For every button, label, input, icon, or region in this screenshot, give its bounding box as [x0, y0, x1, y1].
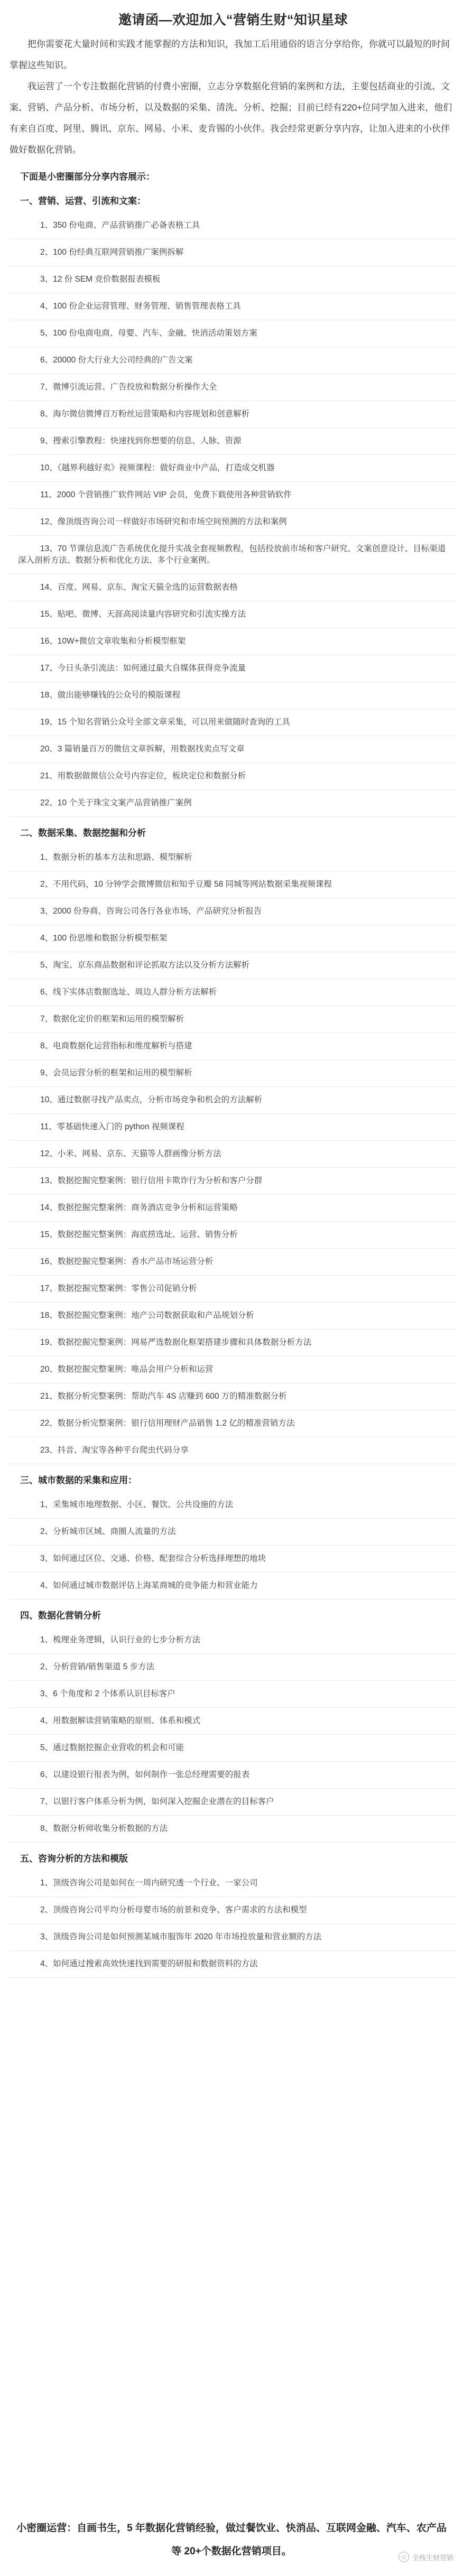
list-item: 19、15 个知名营销公众号全部文章采集，可以用来做随时查询的工具	[10, 709, 457, 736]
list-item: 2、分析城市区域、商圈人流量的方法	[10, 1519, 457, 1546]
list-item: 22、数据分析完整案例：银行信用理财产品销售 1.2 亿的精准营销方法	[10, 1410, 457, 1437]
document-title: 邀请函—欢迎加入“营销生财“知识星球	[118, 13, 348, 27]
list-item: 11、零基础快速入门的 python 视频课程	[10, 1114, 457, 1141]
list-item: 3、顶级咨询公司是如何预测某城市服饰年 2020 年市场投放量和营业额的方法	[10, 1924, 457, 1951]
list-item: 21、数据分析完整案例：帮助汽车 4S 店赚到 600 万的精准数据分析	[10, 1383, 457, 1410]
list-item: 21、用数据做微信公众号内容定位，板块定位和数据分析	[10, 763, 457, 790]
list-item: 5、淘宝、京东商品数据和评论抓取方法以及分析方法解析	[10, 952, 457, 979]
list-item: 5、100 份电商电商、母婴、汽车、金融、快消活动策划方案	[10, 320, 457, 347]
section-list	[10, 1870, 457, 1978]
section-heading: 二、数据采集、数据挖掘和分析	[20, 828, 146, 838]
list-item: 22、10 个关于珠宝文案产品营销推广案例	[10, 790, 457, 817]
section-list	[10, 844, 457, 1464]
list-item: 7、数据化定价的框架和运用的模型解析	[10, 1006, 457, 1033]
section-heading: 四、数据化营销分析	[20, 1611, 101, 1621]
list-item: 23、抖音、淘宝等各种平台爬虫代码分享	[10, 1437, 457, 1464]
watermark	[399, 2552, 453, 2562]
list-item: 3、如何通过区位、交通、价格、配套综合分析选择理想的地块	[10, 1546, 457, 1573]
list-item: 6、20000 份大行业大公司经典的广告文案	[10, 347, 457, 374]
list-item: 2、分析营销/销售渠道 5 步方法	[10, 1654, 457, 1681]
list-item: 16、10W+微信文章收集和分析模型框架	[10, 628, 457, 655]
list-item: 1、梳理业务逻辑，认识行业的七步分析方法	[10, 1627, 457, 1654]
section-heading: 三、城市数据的采集和应用：	[20, 1475, 137, 1485]
list-item: 2、不用代码，10 分钟学会微博微信和知乎豆瓣 58 同城等网站数据采集视频课程	[10, 871, 457, 898]
list-item: 20、3 篇销量百万的微信文章拆解，用数据找卖点写文章	[10, 736, 457, 763]
list-item: 2、顶级咨询公司平均分析母婴市场的前景和竞争、客户需求的方法和模型	[10, 1897, 457, 1924]
list-item: 7、微博引流运营、广告投放和数据分析操作大全	[10, 374, 457, 401]
list-item: 18、数据挖掘完整案例：地产公司数据获取和产品规划分析	[10, 1303, 457, 1329]
list-item: 1、数据分析的基本方法和思路、模型解析	[10, 844, 457, 871]
watermark-text: 全栈生财营销	[412, 2553, 453, 2562]
list-item: 1、350 份电商、产品营销推广必备表格工具	[10, 212, 457, 239]
list-item: 4、100 份思维和数据分析模型框架	[10, 925, 457, 952]
list-item: 4、如何通过搜索高效快速找到需要的研报和数据资料的方法	[10, 1951, 457, 1978]
list-item: 4、100 份企业运营管理、财务管理、销售管理表格工具	[10, 293, 457, 320]
list-item: 3、6 个角度和 2 个体系认识目标客户	[10, 1681, 457, 1708]
section-heading: 一、营销、运营、引流和文案：	[20, 196, 146, 206]
list-item: 3、2000 份券商、咨询公司各行各业市场、产品研究分析报告	[10, 898, 457, 925]
list-item: 13、数据挖掘完整案例：银行信用卡欺诈行为分析和客户分群	[10, 1168, 457, 1195]
list-item: 6、线下实体店数据选址、周边人群分析方法解析	[10, 979, 457, 1006]
list-item: 14、数据挖掘完整案例：商务酒店竞争分析和运营策略	[10, 1195, 457, 1222]
list-item: 15、贴吧、微博、天涯高阅读量内容研究和引流实操方法	[10, 601, 457, 628]
list-item: 13、70 节课信息流广告系统优化提升实战全套视频教程，包括投放前市场和客户研究、文案创意设计、目标渠道深入剖析方法、数据分析和优化方法、多个行业案例。	[10, 536, 457, 574]
section-list	[10, 1492, 457, 1599]
list-item: 1、采集城市地理数据、小区、餐饮、公共设施的方法	[10, 1492, 457, 1519]
intro-paragraph: 把你需要花大量时间和实践才能掌握的方法和知识，我加工后用通俗的语言分享给你，你就可以最短的时间掌握这些知识。	[10, 39, 450, 70]
list-item: 20、数据挖掘完整案例：唯品会用户分析和运营	[10, 1356, 457, 1383]
list-item: 8、电商数据化运营指标和维度解析与搭建	[10, 1033, 457, 1060]
list-item: 1、顶级咨询公司是如何在一周内研究透一个行业、一家公司	[10, 1870, 457, 1897]
list-item: 2、100 份经典互联网营销推广案例拆解	[10, 239, 457, 266]
list-item: 11、2000 个营销推广软件网站 VIP 会员，免费下载使用各种营销软件	[10, 482, 457, 509]
intro	[10, 34, 457, 161]
section-list	[10, 1627, 457, 1843]
list-item: 8、数据分析师收集分析数据的方法	[10, 1816, 457, 1843]
toc-heading: 下面是小密圈部分分享内容展示：	[20, 172, 155, 182]
list-item: 6、以建设银行报表为例，如何制作一张总经理需要的报表	[10, 1762, 457, 1789]
list-item: 17、今日头条引流法：如何通过最大自媒体获得竞争流量	[10, 655, 457, 682]
sections-container	[10, 193, 457, 1978]
list-item: 8、海尔微信微博百万粉丝运营策略和内容规划和创意解析	[10, 401, 457, 428]
list-item: 4、如何通过城市数据评估上海某商城的竞争能力和营业能力	[10, 1573, 457, 1599]
list-item: 12、像顶级咨询公司一样做好市场研究和市场空间预测的方法和案例	[10, 509, 457, 536]
section-list	[10, 212, 457, 817]
list-item: 5、通过数据挖掘企业营收的机会和可能	[10, 1735, 457, 1762]
list-item: 15、数据挖掘完整案例：海底捞选址、运营、销售分析	[10, 1222, 457, 1249]
list-item: 10、通过数据寻找产品卖点，分析市场竞争和机会的方法解析	[10, 1087, 457, 1114]
footer-note: 小密圈运营：自画书生，5 年数据化营销经验，做过餐饮业、快消品、互联网金融、汽车、农产品等 20+个数据化营销项目。	[16, 2523, 447, 2557]
list-item: 10、《越界利越好卖》视频课程：做好商业中产品，打造成交机器	[10, 455, 457, 482]
list-item: 14、百度、网易、京东、淘宝天猫全选的运营数据表格	[10, 574, 457, 601]
list-item: 4、用数据解读营销策略的原则、体系和模式	[10, 1708, 457, 1735]
list-item: 9、会员运营分析的框架和运用的模型解析	[10, 1060, 457, 1087]
intro-paragraph: 我运营了一个专注数据化营销的付费小密圈，立志分享数据化营销的案例和方法，主要包括商业的引流、文案、营销、产品分析、市场分析，以及数据的采集、清洗、分析、挖掘；目前已经有220+位同学加入进来，他们有来自百度、阿里、腾讯、京东、网易、小米、麦肯锡的小伙伴。我会经常更新分享内容，让加入进来的小伙伴做好数据化营销。	[10, 81, 452, 155]
list-item: 9、搜索引擎教程：快速找到你想要的信息、人脉、资源	[10, 428, 457, 455]
list-item: 7、以银行客户体系分析为例，如何深入挖掘企业潜在的目标客户	[10, 1789, 457, 1816]
list-item: 3、12 份 SEM 竞价数据报表模板	[10, 266, 457, 293]
list-item: 18、做出能够赚钱的公众号的模版课程	[10, 682, 457, 709]
list-item: 16、数据挖掘完整案例：香水产品市场运营分析	[10, 1249, 457, 1276]
list-item: 12、小米、网易、京东、天猫等人群画像分析方法	[10, 1141, 457, 1168]
section-heading: 五、咨询分析的方法和模版	[20, 1854, 128, 1864]
list-item: 19、数据挖掘完整案例：网易严选数据化框架搭建步骤和具体数据分析方法	[10, 1329, 457, 1356]
watermark-logo-icon: ◎	[399, 2552, 409, 2562]
list-item: 17、数据挖掘完整案例：零售公司促销分析	[10, 1276, 457, 1303]
